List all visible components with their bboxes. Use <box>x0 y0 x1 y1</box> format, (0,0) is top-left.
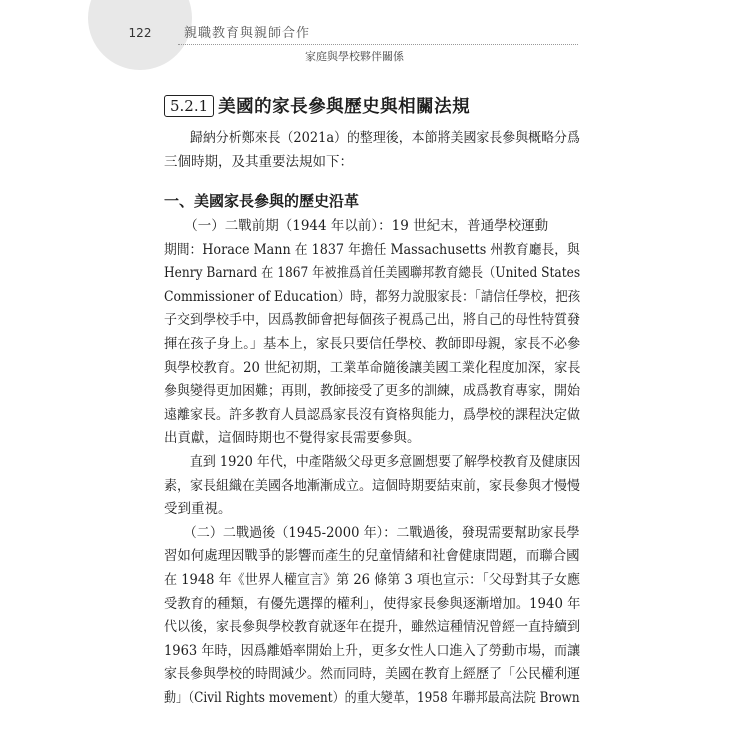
text-line: 受教育的種類，有優先選擇的權利」，使得家長參與逐漸增加。1940 年 <box>164 595 581 612</box>
section-number: 5.2.1 <box>164 95 214 117</box>
text-line: 三個時期，及其重要法規如下： <box>164 153 353 170</box>
intro-paragraph <box>164 127 580 174</box>
subheading: 一、美國家長參與的歷史沿革 <box>164 192 360 210</box>
text-line: 1963 年時，因爲離婚率開始上升，更多女性人口進入了勞動市場，而讓 <box>164 642 581 659</box>
section-heading <box>164 93 470 118</box>
text-line: 代以後，家長參與學校教育就逐年在提升，雖然這種情況曾經一直持續到 <box>164 619 580 636</box>
text-line: 素，家長組織在美國各地漸漸成立。這個時期要結束前，家長參與才慢慢 <box>164 477 580 494</box>
header-rule <box>178 44 578 45</box>
text-line: 動」（Civil Rights movement）的重大變革，1958 年聯邦最高法院 Brown <box>164 689 580 706</box>
text-line: （二）二戰過後（1945-2000 年）：二戰過後，發現需要幫助家長學 <box>164 524 580 541</box>
text-line: 遠離家長。許多教育人員認爲家長沒有資格與能力，爲學校的課程決定做 <box>164 406 580 423</box>
text-line: 直到 1920 年代，中產階級父母更多意圖想要了解學校教育及健康因 <box>164 453 581 470</box>
text-line: 出貢獻，這個時期也不覺得家長需要參與。 <box>164 430 421 447</box>
text-line: Henry Barnard 在 1867 年被推爲首任美國聯邦教育總長（United States <box>164 265 581 282</box>
text-line: 家長參與學校的時間減少。然而同時，美國在教育上經歷了「公民權利運 <box>164 666 580 683</box>
text-line: 在 1948 年《世界人權宣言》第 26 條第 3 項也宣示：「父母對其子女應 <box>164 571 581 588</box>
text-line: 與學校教育。20 世紀初期，工業革命隨後讓美國工業化程度加深，家長 <box>164 359 581 376</box>
chapter-title: 家庭與學校夥伴關係 <box>305 50 404 63</box>
section-title: 美國的家長參與歷史與相關法規 <box>218 97 471 117</box>
text-line: 歸納分析鄭來長（2021a）的整理後，本節將美國家長參與概略分爲 <box>164 130 580 146</box>
text-line: 揮在孩子身上。」基本上，家長只要信任學校、教師即母親，家長不必參 <box>164 335 581 352</box>
body-text <box>164 215 580 710</box>
text-line: 子交到學校手中，因爲教師會把每個孩子視爲己出，將自己的母性特質發 <box>164 312 580 329</box>
text-line: 受到重視。 <box>164 501 232 518</box>
page-number-circle <box>88 0 192 70</box>
page-number: 122 <box>128 26 152 40</box>
book-title: 親職教育與親師合作 <box>184 26 311 41</box>
text-line: （一）二戰前期（1944 年以前）：19 世紀末，普通學校運動 <box>164 218 549 234</box>
text-line: 期間：Horace Mann 在 1837 年擔任 Massachusetts 州教育廳長，與 <box>164 241 580 258</box>
text-line: 參與變得更加困難；再則，教師接受了更多的訓練，成爲教育專家，開始 <box>164 383 580 400</box>
text-line: 習如何處理因戰爭的影響而產生的兒童情緒和社會健康問題，而聯合國 <box>164 548 580 565</box>
text-line: Commissioner of Education）時，都努力說服家長：「請信任學校，把孩 <box>164 288 581 305</box>
